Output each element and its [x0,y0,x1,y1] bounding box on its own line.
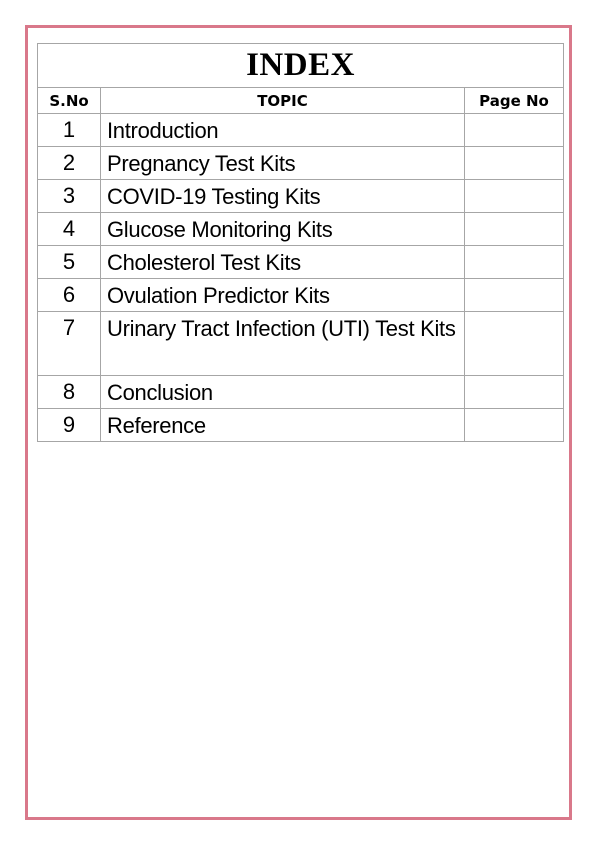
row-sno: 9 [38,409,101,442]
row-sno: 3 [38,180,101,213]
row-page [465,409,564,442]
row-topic: Glucose Monitoring Kits [101,213,465,246]
table-row [38,180,564,213]
row-sno: 5 [38,246,101,279]
table-row [38,213,564,246]
row-page [465,114,564,147]
row-page [465,180,564,213]
row-page [465,147,564,180]
header-topic: TOPIC [101,88,465,114]
row-sno: 6 [38,279,101,312]
row-topic: COVID-19 Testing Kits [101,180,465,213]
header-sno: S.No [38,88,101,114]
row-topic: Pregnancy Test Kits [101,147,465,180]
header-page: Page No [465,88,564,114]
row-sno: 8 [38,376,101,409]
table-row [38,312,564,376]
row-page [465,213,564,246]
index-title: INDEX [38,44,564,88]
row-sno: 7 [38,312,101,376]
table-row [38,279,564,312]
table-row [38,376,564,409]
row-sno: 1 [38,114,101,147]
row-page [465,312,564,376]
row-topic: Cholesterol Test Kits [101,246,465,279]
table-row [38,147,564,180]
row-sno: 4 [38,213,101,246]
table-row [38,409,564,442]
row-page [465,246,564,279]
row-topic: Reference [101,409,465,442]
row-page [465,376,564,409]
row-topic: Conclusion [101,376,465,409]
table-row [38,246,564,279]
index-table [37,43,564,442]
table-row [38,114,564,147]
row-page [465,279,564,312]
row-topic: Ovulation Predictor Kits [101,279,465,312]
row-sno: 2 [38,147,101,180]
row-topic: Introduction [101,114,465,147]
row-topic: Urinary Tract Infection (UTI) Test Kits [101,312,465,376]
